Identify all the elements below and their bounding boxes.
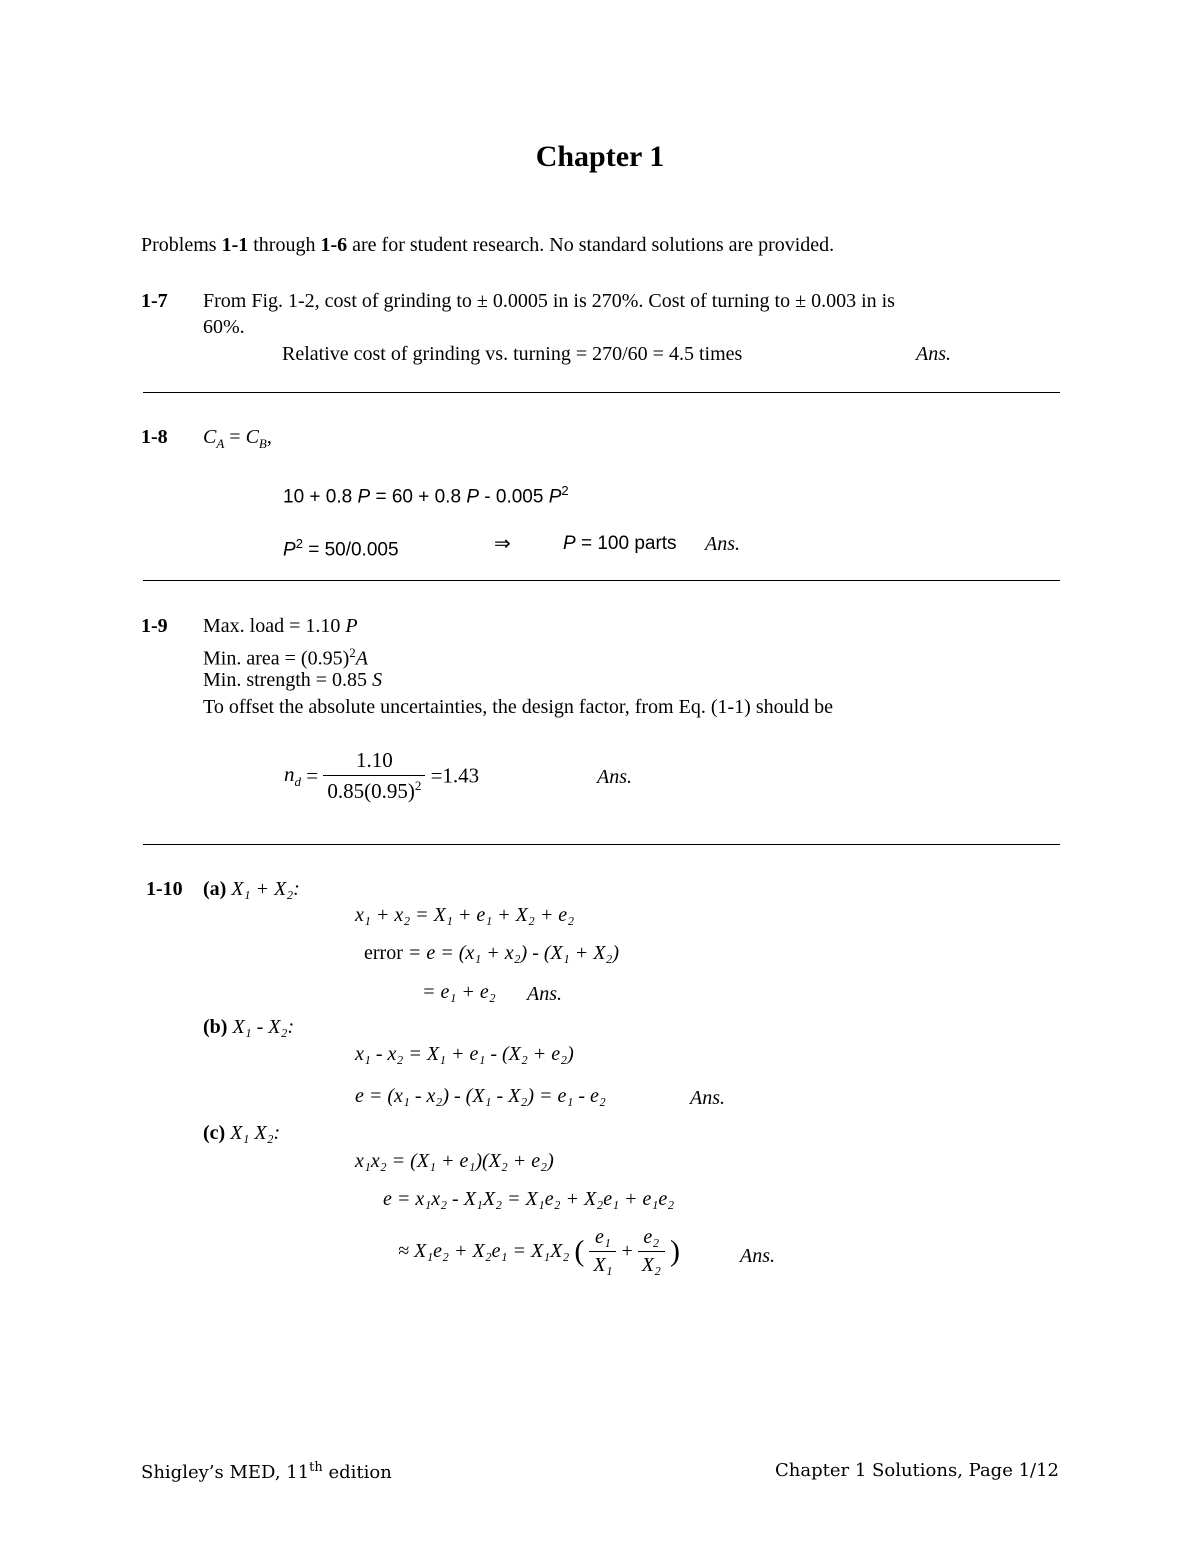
problem-1-9-line3 [203,667,382,693]
divider [143,844,1060,845]
op: , [266,426,272,448]
term: Max. load = 1.10 [203,615,346,637]
part-label: (c) [203,1122,226,1144]
op: + [621,1240,633,1262]
word: error [364,942,403,964]
part-expression: X₁ - X₂: [232,1016,295,1038]
intro-text [141,232,834,258]
exponent: 2 [295,536,303,551]
problem-1-7-result: Relative cost of grinding vs. turning = 270/60 = 4.5 times [282,343,743,365]
equation-text: = e = (x₁ + x₂) - (X₁ + X₂) [402,942,620,964]
part-a-eq3 [422,981,496,1004]
answer-text: Ans. [916,343,951,365]
problem-1-8-result [563,531,677,557]
problem-1-7-line2: 60%. [203,316,245,338]
denominator-text: 0.85(0.95) [327,779,415,803]
part-c-header [203,1120,280,1146]
numerator: 1.10 [323,748,425,776]
problem-1-7-line1: From Fig. 1-2, cost of grinding to ± 0.0005 in is 270%. Cost of turning to ± 0.003 in is [203,290,895,312]
subscript: d [294,774,301,789]
var: n [284,761,295,786]
term: = 50/0.005 [302,539,399,561]
part-c-eq2 [383,1188,674,1211]
numerator: e₁ [589,1226,616,1252]
answer-label [740,1243,775,1269]
part-c-eq1 [355,1150,554,1173]
op: = [224,426,246,448]
answer-text: Ans. [740,1245,775,1267]
var: P [357,486,371,508]
problem-number-1-7: 1-7 [141,290,168,312]
answer-text: Ans. [690,1087,725,1109]
term: - 0.005 [479,486,549,508]
part-b-eq2 [355,1085,606,1108]
answer-label [527,981,562,1007]
divider [143,580,1060,581]
problem-number-1-9: 1-9 [141,615,168,637]
answer-label [705,531,740,557]
footer-left [141,1460,392,1483]
divider [143,392,1060,393]
equation-text: ≈ X₁e₂ + X₂e₁ = X₁X₂ [398,1240,570,1262]
problem-number-1-10: 1-10 [146,878,183,900]
intro-part: through [248,234,321,256]
fraction-e2-x2 [638,1226,665,1277]
exponent: 2 [414,778,422,793]
equation-text: e = x₁x₂ - X₁X₂ = X₁e₂ + X₂e₁ + e₁e₂ [383,1188,675,1210]
answer-text: Ans. [527,983,562,1005]
subscript: B [258,436,267,451]
part-expression: X₁ X₂: [230,1122,281,1144]
part-a-eq2 [364,942,619,965]
term: 10 + 0.8 [283,486,358,508]
var: A [355,647,368,670]
implies-arrow: ⇒ [494,533,511,555]
answer-label [690,1085,725,1111]
denominator: X₂ [641,1254,661,1276]
var: P [548,486,562,508]
right-paren: ) [669,1234,680,1268]
term: = 60 + 0.8 [370,486,467,508]
var: P [283,539,296,561]
equation-text: x₁ + x₂ = X₁ + e₁ + X₂ + e₂ [355,904,575,926]
var: P [466,486,479,508]
equation-text: x₁x₂ = (X₁ + e₁)(X₂ + e₂) [355,1150,554,1172]
problem-number-1-8: 1-8 [141,426,168,448]
term: Min. area = (0.95) [203,647,350,670]
part-a-header [203,876,300,902]
part-c-eq3 [398,1226,680,1277]
intro-part: Problems [141,234,222,256]
answer-label [916,341,951,367]
footer-superscript: th [309,1460,323,1475]
term: = 100 parts [575,533,677,554]
problem-1-8-equation2 [283,478,569,510]
answer-text: Ans. [597,766,632,788]
var: C [203,426,217,448]
part-b-eq1 [355,1043,574,1066]
numerator: e₂ [638,1226,665,1252]
part-b-header [203,1014,294,1040]
denominator [323,776,425,804]
answer-label [597,764,632,790]
equation-text: x₁ - x₂ = X₁ + e₁ - (X₂ + e₂) [355,1043,574,1065]
op: = [306,763,319,788]
intro-part: are for student research. No standard solutions are provided. [347,234,835,256]
problem-1-9-line1 [203,613,358,639]
footer-text: edition [322,1462,392,1483]
part-label: (b) [203,1016,228,1038]
footer-page-number: Chapter 1 Solutions, Page 1/12 [775,1460,1059,1481]
equation-text: e = (x₁ - x₂) - (X₁ - X₂) = e₁ - e₂ [355,1085,606,1107]
intro-problem-start: 1-1 [221,234,249,256]
exponent: 2 [349,645,356,660]
var: C [245,426,259,448]
fraction-e1-x1 [589,1226,616,1277]
equation-text: = e₁ + e₂ [422,981,496,1003]
problem-1-9-line4: To offset the absolute uncertainties, the design factor, from Eq. (1-1) should be [203,696,834,718]
subscript: A [216,436,225,451]
part-expression: X₁ + X₂: [231,878,300,900]
problem-1-8-equation1 [203,424,272,457]
var: P [563,533,576,554]
left-paren: ( [574,1234,585,1268]
intro-problem-end: 1-6 [320,234,348,256]
part-label: (a) [203,878,227,900]
part-a-eq1 [355,904,574,927]
footer-text: Shigley’s MED, 11 [141,1462,310,1483]
var: P [345,615,358,637]
term: Min. strength = 0.85 [203,669,373,691]
exponent: 2 [561,483,569,498]
problem-1-8-equation3 [283,531,399,563]
design-factor-equation [284,748,479,804]
answer-text: Ans. [705,533,740,555]
denominator: X₁ [593,1254,613,1276]
page-title: Chapter 1 [535,140,665,173]
design-factor-fraction [323,748,425,804]
var: S [372,669,383,691]
result: =1.43 [430,763,480,788]
